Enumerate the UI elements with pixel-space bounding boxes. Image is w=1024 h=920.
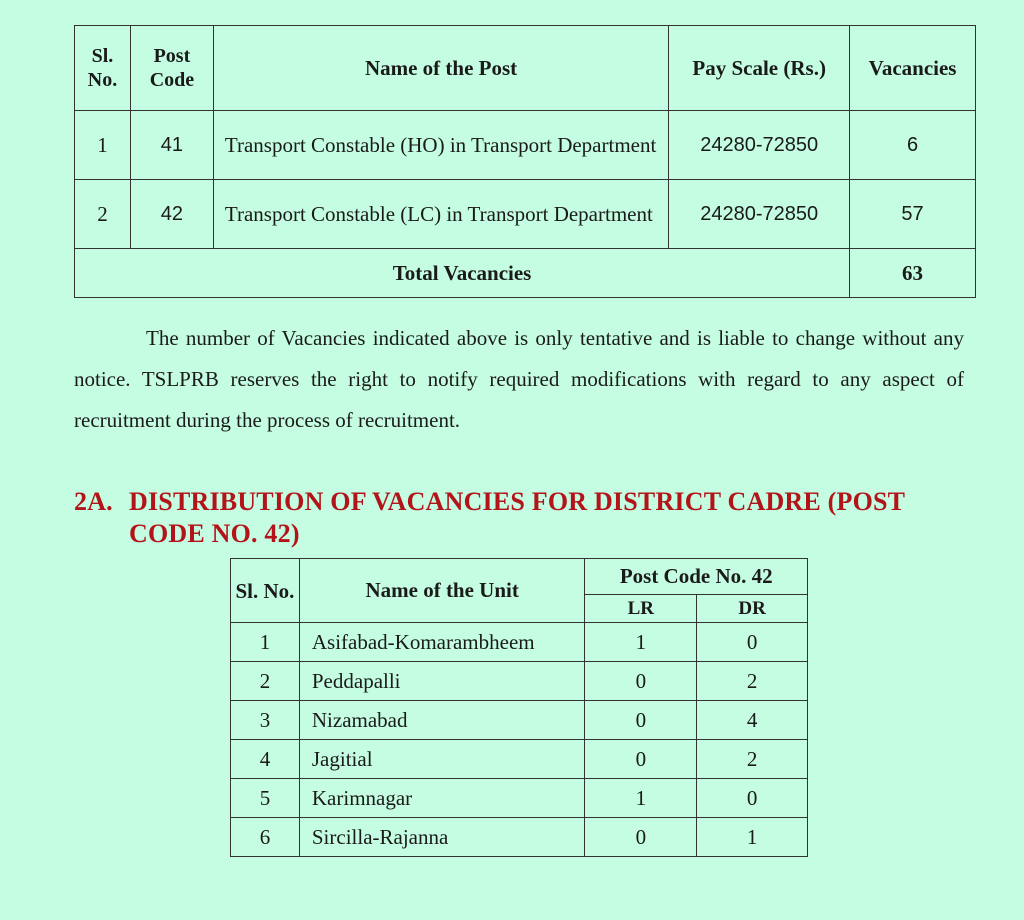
cell-pay-scale: 24280-72850 bbox=[669, 180, 850, 249]
table-row bbox=[231, 818, 808, 857]
cell-dr: 0 bbox=[697, 623, 808, 662]
total-row bbox=[75, 249, 976, 298]
cell-unit: Jagitial bbox=[299, 740, 585, 779]
header-sl-no: Sl. No. bbox=[231, 559, 300, 623]
table-header-row bbox=[75, 26, 976, 111]
cell-unit: Peddapalli bbox=[299, 662, 585, 701]
cell-unit: Asifabad-Komarambheem bbox=[299, 623, 585, 662]
cell-sl-no: 2 bbox=[75, 180, 131, 249]
header-post-code: Post Code No. 42 bbox=[585, 559, 808, 595]
cell-sl-no: 1 bbox=[75, 111, 131, 180]
cell-post-code: 42 bbox=[130, 180, 213, 249]
cell-pay-scale: 24280-72850 bbox=[669, 111, 850, 180]
cell-lr: 0 bbox=[585, 818, 697, 857]
cell-lr: 1 bbox=[585, 623, 697, 662]
cell-sl-no: 6 bbox=[231, 818, 300, 857]
cell-post-name: Transport Constable (LC) in Transport Department bbox=[213, 180, 668, 249]
cell-unit: Nizamabad bbox=[299, 701, 585, 740]
table-row bbox=[75, 111, 976, 180]
cell-vacancies: 57 bbox=[850, 180, 976, 249]
table-row bbox=[231, 779, 808, 818]
table-row bbox=[231, 701, 808, 740]
cell-dr: 2 bbox=[697, 740, 808, 779]
table-header-row bbox=[231, 559, 808, 595]
cell-lr: 1 bbox=[585, 779, 697, 818]
section-number: 2A. bbox=[74, 487, 113, 516]
header-name-of-post: Name of the Post bbox=[213, 26, 668, 111]
cell-sl-no: 1 bbox=[231, 623, 300, 662]
table-row bbox=[231, 662, 808, 701]
vacancy-note: The number of Vacancies indicated above is only tentative and is liable to change without any notice. TSLPRB reserves the right to notify required modifications with regard to any aspect of recruitment during the process of recruitment. bbox=[74, 326, 964, 432]
cell-dr: 1 bbox=[697, 818, 808, 857]
total-label: Total Vacancies bbox=[75, 249, 850, 298]
section-title: DISTRIBUTION OF VACANCIES FOR DISTRICT CADRE (POST CODE NO. 42) bbox=[129, 487, 905, 548]
cell-sl-no: 5 bbox=[231, 779, 300, 818]
header-post-code: Post Code bbox=[130, 26, 213, 111]
header-vacancies: Vacancies bbox=[850, 26, 976, 111]
cell-post-code: 41 bbox=[130, 111, 213, 180]
header-dr: DR bbox=[697, 595, 808, 623]
header-pay-scale: Pay Scale (Rs.) bbox=[669, 26, 850, 111]
header-unit: Name of the Unit bbox=[299, 559, 585, 623]
cell-lr: 0 bbox=[585, 740, 697, 779]
table-row bbox=[75, 180, 976, 249]
cell-dr: 0 bbox=[697, 779, 808, 818]
table-row bbox=[231, 740, 808, 779]
header-lr: LR bbox=[585, 595, 697, 623]
cell-post-name: Transport Constable (HO) in Transport Department bbox=[213, 111, 668, 180]
cell-sl-no: 3 bbox=[231, 701, 300, 740]
cell-sl-no: 4 bbox=[231, 740, 300, 779]
district-table bbox=[230, 558, 808, 857]
vacancy-table bbox=[74, 25, 976, 298]
total-value: 63 bbox=[850, 249, 976, 298]
header-sl-no: Sl. No. bbox=[75, 26, 131, 111]
cell-lr: 0 bbox=[585, 662, 697, 701]
cell-vacancies: 6 bbox=[850, 111, 976, 180]
cell-unit: Karimnagar bbox=[299, 779, 585, 818]
cell-sl-no: 2 bbox=[231, 662, 300, 701]
cell-dr: 4 bbox=[697, 701, 808, 740]
cell-unit: Sircilla-Rajanna bbox=[299, 818, 585, 857]
cell-lr: 0 bbox=[585, 701, 697, 740]
table-row bbox=[231, 623, 808, 662]
section-heading bbox=[74, 486, 964, 550]
cell-dr: 2 bbox=[697, 662, 808, 701]
